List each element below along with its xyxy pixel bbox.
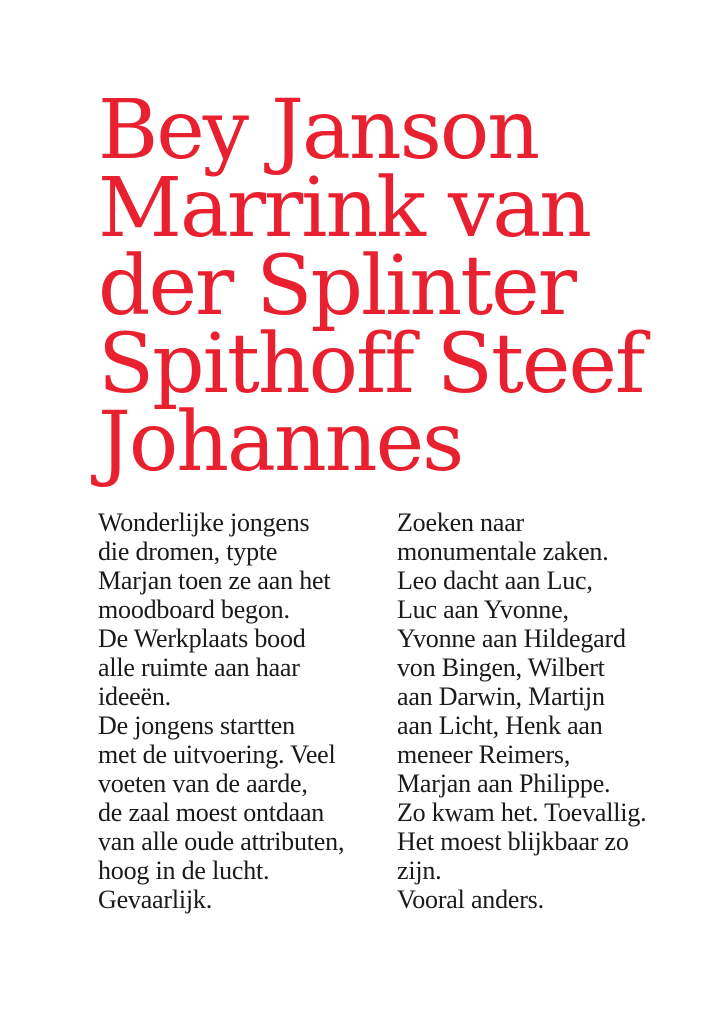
body-line: Marjan toen ze aan het bbox=[98, 566, 331, 595]
body-line: moodboard begon. bbox=[98, 595, 290, 624]
body-column-left bbox=[98, 508, 378, 914]
body-line: Leo dacht aan Luc, bbox=[397, 566, 593, 595]
headline-line: Marrink van bbox=[98, 161, 591, 256]
headline bbox=[98, 83, 698, 490]
body-line: monumentale zaken. bbox=[397, 537, 609, 566]
body-line: ideeën. bbox=[98, 682, 171, 711]
headline-line: Johannes bbox=[98, 395, 463, 490]
body-line: die dromen, typte bbox=[98, 537, 278, 566]
body-line: Zoeken naar bbox=[397, 508, 525, 537]
body-line: hoog in de lucht. bbox=[98, 856, 270, 885]
body-line: Zo kwam het. Toevallig. bbox=[397, 798, 647, 827]
body-line: von Bingen, Wilbert bbox=[397, 653, 605, 682]
headline-line: Bey Janson bbox=[98, 83, 539, 178]
body-line: De jongens startten bbox=[98, 711, 295, 740]
body-line: aan Licht, Henk aan bbox=[397, 711, 603, 740]
body-line: van alle oude attributen, bbox=[98, 827, 345, 856]
body-line: De Werkplaats bood bbox=[98, 624, 306, 653]
body-line: Yvonne aan Hildegard bbox=[397, 624, 626, 653]
body-line: Wonderlijke jongens bbox=[98, 508, 310, 537]
body-line: met de uitvoering. Veel bbox=[98, 740, 336, 769]
body-line: aan Darwin, Martijn bbox=[397, 682, 605, 711]
body-line: zijn. bbox=[397, 856, 442, 885]
body-line: alle ruimte aan haar bbox=[98, 653, 300, 682]
body-line: Marjan aan Philippe. bbox=[397, 769, 611, 798]
body-column-right bbox=[397, 508, 697, 914]
body-line: Luc aan Yvonne, bbox=[397, 595, 569, 624]
body-line: Vooral anders. bbox=[397, 885, 544, 914]
headline-line: der Splinter bbox=[98, 239, 575, 334]
body-line: de zaal moest ontdaan bbox=[98, 798, 325, 827]
body-line: Gevaarlijk. bbox=[98, 885, 213, 914]
body-line: voeten van de aarde, bbox=[98, 769, 308, 798]
body-line: Het moest blijkbaar zo bbox=[397, 827, 629, 856]
headline-line: Spithoff Steef bbox=[98, 317, 644, 412]
body-line: meneer Reimers, bbox=[397, 740, 571, 769]
